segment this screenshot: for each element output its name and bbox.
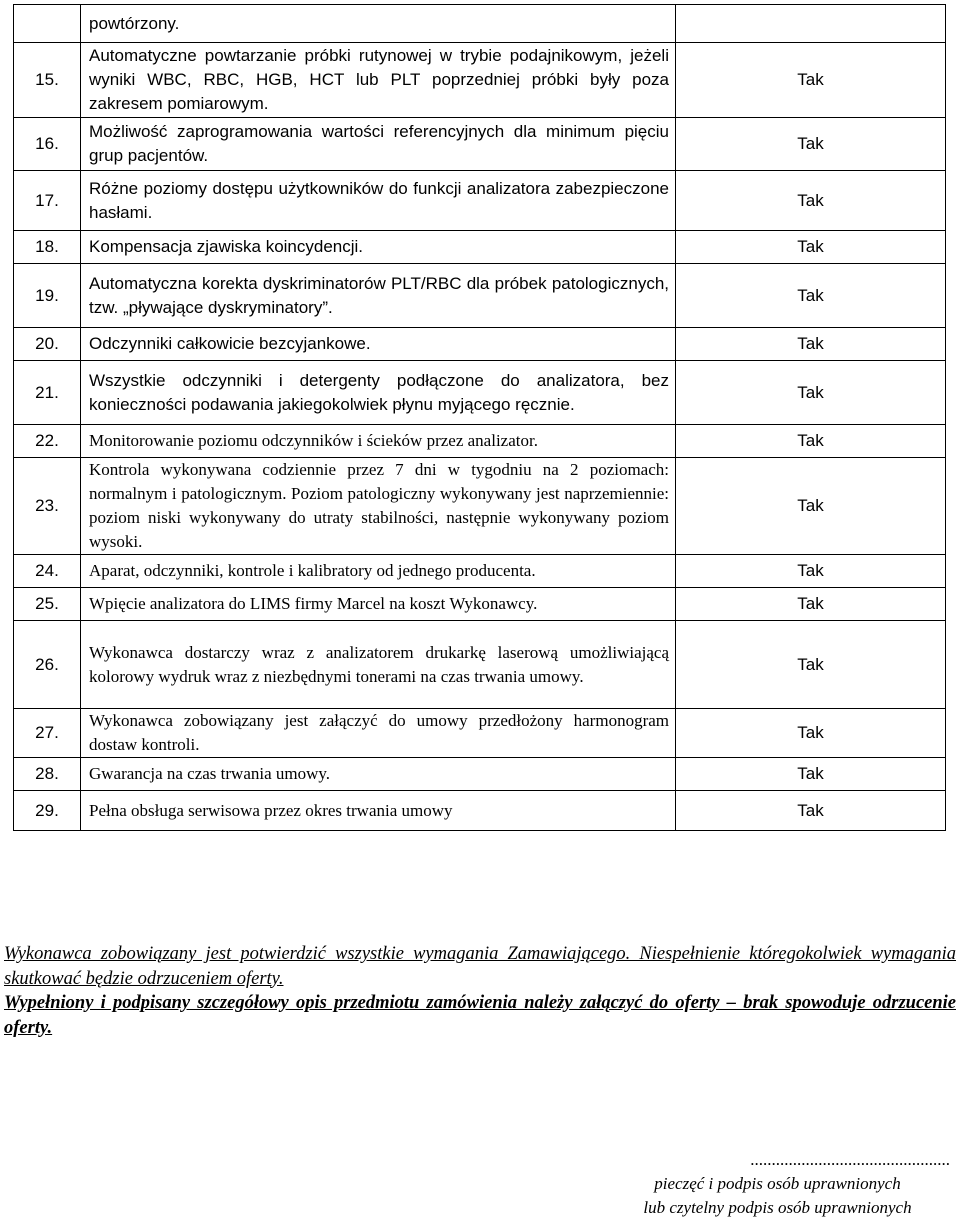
row-description: Aparat, odczynniki, kontrole i kalibratory od jednego producenta. (81, 555, 676, 588)
row-number: 22. (14, 425, 81, 458)
table-row (14, 361, 946, 425)
row-value: Tak (676, 43, 946, 118)
row-description: Pełna obsługa serwisowa przez okres trwania umowy (81, 791, 676, 831)
row-value: Tak (676, 425, 946, 458)
row-number: 25. (14, 588, 81, 621)
row-value: Tak (676, 328, 946, 361)
table-row (14, 231, 946, 264)
requirement-note: Wykonawca zobowiązany jest potwierdzić wszystkie wymagania Zamawiającego. Niespełnienie któregokolwiek wymagania skutkować będzie odrzuceniem oferty. (4, 944, 956, 989)
row-value: Tak (676, 588, 946, 621)
row-description: Gwarancja na czas trwania umowy. (81, 758, 676, 791)
table-row (14, 43, 946, 118)
row-description: powtórzony. (81, 5, 676, 43)
row-description: Wykonawca zobowiązany jest załączyć do umowy przedłożony harmonogram dostaw kontroli. (81, 709, 676, 758)
table-row (14, 328, 946, 361)
attachment-note: Wypełniony i podpisany szczegółowy opis przedmiotu zamówienia należy załączyć do oferty – brak spowoduje odrzucenie oferty. (4, 993, 956, 1038)
table-row (14, 555, 946, 588)
row-number: 28. (14, 758, 81, 791)
row-number: 23. (14, 458, 81, 555)
row-number: 15. (14, 43, 81, 118)
row-number: 21. (14, 361, 81, 425)
row-description: Monitorowanie poziomu odczynników i ścieków przez analizator. (81, 425, 676, 458)
row-value: Tak (676, 458, 946, 555)
row-description: Różne poziomy dostępu użytkowników do funkcji analizatora zabezpieczone hasłami. (81, 171, 676, 231)
row-description: Wpięcie analizatora do LIMS firmy Marcel na koszt Wykonawcy. (81, 588, 676, 621)
table-row (14, 709, 946, 758)
row-description: Kompensacja zjawiska koincydencji. (81, 231, 676, 264)
row-description: Automatyczne powtarzanie próbki rutynowej w trybie podajnikowym, jeżeli wyniki WBC, RBC, HGB, HCT lub PLT poprzedniej próbki były poza zakresem pomiarowym. (81, 43, 676, 118)
row-number: 20. (14, 328, 81, 361)
signature-block (550, 1148, 950, 1220)
row-value: Tak (676, 791, 946, 831)
table-row (14, 621, 946, 709)
row-value: Tak (676, 264, 946, 328)
row-value: Tak (676, 361, 946, 425)
row-description: Odczynniki całkowicie bezcyjankowe. (81, 328, 676, 361)
table-row (14, 588, 946, 621)
row-value: Tak (676, 709, 946, 758)
row-number (14, 5, 81, 43)
requirements-table (13, 4, 946, 831)
row-description: Wykonawca dostarczy wraz z analizatorem drukarkę laserową umożliwiającą kolorowy wydruk wraz z niezbędnymi tonerami na czas trwania umowy. (81, 621, 676, 709)
row-value: Tak (676, 758, 946, 791)
row-value: Tak (676, 231, 946, 264)
row-value: Tak (676, 555, 946, 588)
row-number: 26. (14, 621, 81, 709)
table-row (14, 791, 946, 831)
table-row (14, 425, 946, 458)
row-value: Tak (676, 171, 946, 231)
row-description: Automatyczna korekta dyskriminatorów PLT/RBC dla próbek patologicznych, tzw. „pływające dyskryminatory”. (81, 264, 676, 328)
notes-section (4, 942, 956, 1040)
signature-line: ............................................... (750, 1150, 950, 1169)
row-number: 27. (14, 709, 81, 758)
table-row (14, 5, 946, 43)
table-row (14, 118, 946, 171)
row-number: 17. (14, 171, 81, 231)
table-row (14, 758, 946, 791)
table-row (14, 264, 946, 328)
row-number: 16. (14, 118, 81, 171)
signature-caption-2: lub czytelny podpis osób uprawnionych (643, 1198, 912, 1217)
row-value: Tak (676, 621, 946, 709)
row-description: Możliwość zaprogramowania wartości referencyjnych dla minimum pięciu grup pacjentów. (81, 118, 676, 171)
row-description: Wszystkie odczynniki i detergenty podłączone do analizatora, bez konieczności podawania jakiegokolwiek płynu myjącego ręcznie. (81, 361, 676, 425)
table-row (14, 171, 946, 231)
row-number: 24. (14, 555, 81, 588)
row-number: 29. (14, 791, 81, 831)
table-row (14, 458, 946, 555)
row-description: Kontrola wykonywana codziennie przez 7 dni w tygodniu na 2 poziomach: normalnym i patologicznym. Poziom patologiczny wykonywany jest naprzemiennie: poziom niski wykonywany do utraty stabilności, następnie wykonywany poziom wysoki. (81, 458, 676, 555)
row-number: 18. (14, 231, 81, 264)
row-value: Tak (676, 118, 946, 171)
row-value (676, 5, 946, 43)
signature-caption-1: pieczęć i podpis osób uprawnionych (654, 1174, 901, 1193)
row-number: 19. (14, 264, 81, 328)
